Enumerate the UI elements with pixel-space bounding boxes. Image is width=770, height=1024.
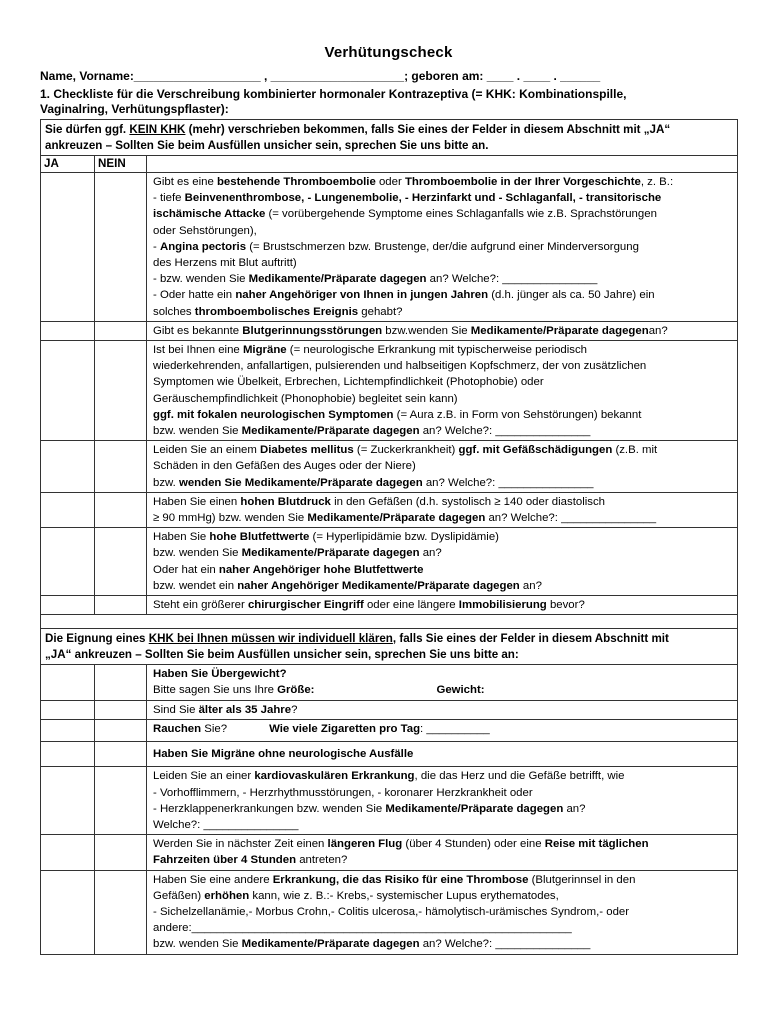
table-row (41, 528, 738, 596)
text-fragment: wiederkehrenden, anfallartigen, pulsierenden und halbseitigen Kopfschmerz, der von zusätzlichen (153, 360, 647, 373)
checkbox-nein-s1q3[interactable] (95, 341, 147, 441)
text-fragment: (über 4 Stunden) oder eine (402, 838, 545, 851)
text-fragment: , z. B.: (640, 176, 674, 188)
text-fragment: Beinvenenthrombose, - Lungenembolie (184, 192, 399, 205)
text-fragment: antreten? (296, 854, 348, 867)
text-fragment: bzw. wendet ein (153, 579, 238, 592)
table-row (41, 835, 738, 870)
question-blutfettwerte (147, 528, 738, 596)
text-fragment: Sie? (201, 722, 228, 735)
text-fragment: , - (398, 192, 412, 205)
text-fragment: Haben Sie einen (153, 495, 241, 508)
intro-line-2: Vaginalring, Verhütungspflaster): (40, 102, 229, 116)
table-row (41, 700, 738, 719)
checkbox-ja-s2q1[interactable] (41, 665, 95, 700)
text-fragment: erhöhen (204, 889, 250, 902)
table-row (41, 441, 738, 493)
text-fragment: in den Gefäßen (d.h. systolisch ≥ 140 oder diastolisch (330, 495, 605, 508)
checkbox-nein-s1q7[interactable] (95, 596, 147, 615)
table-row (41, 767, 738, 835)
spacer-row (41, 615, 738, 629)
text-fragment: ankreuzen – Sollten Sie beim Ausfüllen unsicher sein, sprechen Sie uns bitte an. (45, 138, 489, 152)
question-migraene-ohne-ausfaelle (147, 742, 738, 767)
question-alter (147, 700, 738, 719)
text-fragment: Welche?: _______________ (153, 818, 299, 831)
text-fragment: - tiefe (153, 192, 185, 205)
text-fragment: Blutgerinnungsstörungen (242, 324, 383, 337)
text-fragment: Medikamente/Präparate dagegen (248, 273, 427, 286)
text-fragment: an? Welche?: _______________ (419, 425, 591, 438)
checkbox-nein-s1q6[interactable] (95, 528, 147, 596)
text-fragment: Steht ein größerer (153, 599, 248, 612)
text-fragment: Die Eignung eines (45, 632, 149, 646)
question-langer-flug (147, 835, 738, 870)
checklist-intro (40, 87, 737, 117)
text-fragment: Medikamente/Präparate dagegen (470, 324, 649, 337)
checkbox-nein-s1q1[interactable] (95, 173, 147, 322)
question-diabetes (147, 441, 738, 493)
text-fragment: gehabt? (358, 305, 403, 318)
text-fragment: hohen Blutdruck (240, 495, 331, 508)
checkbox-nein-s2q7[interactable] (95, 870, 147, 954)
section1-header-row (41, 120, 738, 156)
table-row (41, 596, 738, 615)
text-fragment: Werden Sie in nächster Zeit einen (153, 838, 328, 851)
text-fragment: an? Welche?: _______________ (485, 512, 657, 525)
text-fragment: an? Welche?: _______________ (422, 476, 594, 489)
text-fragment: Diabetes mellitus (260, 444, 354, 457)
text-fragment: , falls Sie eines der Felder in diesem Abschnitt mit (392, 632, 669, 646)
text-fragment: des Herzens mit Blut auftritt) (153, 257, 297, 270)
checkbox-ja-s2q3[interactable] (41, 719, 95, 741)
text-fragment: (mehr) verschrieben bekommen, falls Sie eines der Felder in diesem Abschnitt mit „JA“ (185, 123, 671, 136)
text-fragment: bevor? (546, 599, 585, 612)
text-fragment: - Herzklappenerkrankungen bzw. wenden Sie (153, 802, 386, 815)
text-fragment: (Blutgerinnsel in den (528, 873, 636, 886)
text-fragment: andere:____________________________________________________________ (153, 922, 572, 935)
checkbox-nein-s2q3[interactable] (95, 719, 147, 741)
checkbox-nein-s1q5[interactable] (95, 492, 147, 527)
text-fragment: Haben Sie Migräne ohne neurologische Ausfälle (153, 748, 414, 761)
question-blutgerinnung (147, 321, 738, 340)
text-fragment: bzw. wenden Sie (153, 938, 242, 951)
section2-header (41, 629, 738, 665)
text-fragment: Medikamente/Präparate dagegen (241, 425, 420, 438)
table-row (41, 665, 738, 700)
text-fragment: ischämische Attacke (153, 208, 266, 221)
text-fragment: thromboembolisches Ereignis (194, 305, 359, 318)
text-fragment: ? (291, 703, 298, 716)
checkbox-nein-s2q4[interactable] (95, 742, 147, 767)
text-fragment: Medikamente/Präparate dagegen (385, 802, 564, 815)
column-header-row (41, 156, 738, 173)
question-thromboembolie (147, 173, 738, 322)
text-fragment: Medikamente/Präparate dagegen (307, 512, 486, 525)
section1-header (41, 120, 738, 156)
text-fragment: Schäden in den Gefäßen des Auges oder der Niere) (153, 460, 416, 473)
checkbox-ja-s1q6[interactable] (41, 528, 95, 596)
question-uebergewicht (147, 665, 738, 700)
checklist-table (40, 119, 738, 955)
text-fragment: an? Welche?: _______________ (419, 938, 591, 951)
text-fragment: - Oder hatte ein (153, 289, 236, 302)
text-fragment: oder (375, 176, 405, 188)
checkbox-nein-s2q2[interactable] (95, 700, 147, 719)
text-fragment: Herzinfarkt und - Schlaganfall, - transitorische (411, 192, 662, 205)
text-fragment: Symptomen wie Übelkeit, Erbrechen, Lichtempfindlichkeit (Photophobie) oder (153, 376, 544, 389)
text-fragment: hohe Blutfettwerte (209, 531, 310, 544)
checkbox-ja-s1q7[interactable] (41, 596, 95, 615)
text-fragment: - bzw. wenden Sie (153, 273, 249, 286)
text-fragment: naher Angehöriger von Ihnen in jungen Jahren (235, 289, 489, 302)
table-row (41, 742, 738, 767)
question-rauchen (147, 719, 738, 741)
text-fragment: an? (519, 579, 542, 592)
text-fragment: kann, wie z. B.:- Krebs,- systemischer Lupus erythematodes, (249, 889, 559, 902)
text-fragment: an? (419, 547, 442, 560)
text-fragment: Haben Sie Übergewicht? (153, 668, 287, 681)
text-fragment: Wie viele Zigaretten pro Tag (269, 722, 421, 735)
text-fragment: (= Hyperlipidämie bzw. Dyslipidämie) (309, 531, 499, 544)
text-fragment: Sind Sie (153, 703, 199, 716)
checkbox-nein-s1q2[interactable] (95, 321, 147, 340)
checkbox-nein-s2q6[interactable] (95, 835, 147, 870)
text-fragment: (= Zuckerkrankheit) (353, 444, 459, 457)
checkbox-ja-s2q7[interactable] (41, 870, 95, 954)
question-blutdruck (147, 492, 738, 527)
text-fragment: Bitte sagen Sie uns Ihre (153, 684, 278, 697)
text-fragment: oder eine längere (363, 599, 459, 612)
text-fragment: - (153, 240, 160, 253)
text-fragment: kardiovaskulären Erkrankung (254, 770, 415, 783)
text-fragment: Reise mit täglichen (544, 838, 649, 851)
text-fragment: Medikamente/Präparate dagegen (241, 938, 420, 951)
text-fragment: Fahrzeiten über 4 Stunden (153, 854, 297, 867)
text-fragment: ggf. mit Gefäßschädigungen (458, 444, 613, 457)
text-fragment: Medikamente/Präparate dagegen (241, 547, 420, 560)
text-fragment: KEIN KHK (129, 123, 186, 136)
text-fragment: Gibt es bekannte (153, 324, 243, 337)
text-fragment: bzw.wenden Sie (382, 324, 471, 337)
text-fragment: wenden Sie Medikamente/Präparate dagegen (178, 476, 423, 489)
text-fragment: naher Angehöriger hohe Blutfettwerte (218, 563, 424, 576)
question-chirurgischer-eingriff (147, 596, 738, 615)
table-row (41, 719, 738, 741)
text-fragment: , die das Herz und die Gefäße betrifft, wie (414, 770, 625, 783)
text-fragment: bzw. wenden Sie (153, 547, 242, 560)
text-fragment: chirurgischer Eingriff (247, 599, 364, 612)
checkbox-ja-s1q5[interactable] (41, 492, 95, 527)
text-fragment: Ist bei Ihnen eine (153, 344, 243, 357)
checkbox-nein-s2q5[interactable] (95, 767, 147, 835)
document-page (40, 44, 737, 955)
text-fragment: Größe: (277, 684, 315, 697)
text-fragment: an? (648, 324, 668, 337)
checkbox-ja-s1q4[interactable] (41, 441, 95, 493)
table-row (41, 492, 738, 527)
text-fragment: bzw. (153, 476, 179, 489)
text-fragment: (= Aura z.B. in Form von Sehstörungen) bekannt (393, 408, 642, 421)
checkbox-ja-s1q1[interactable] (41, 173, 95, 322)
col-header-nein: NEIN (95, 156, 147, 173)
question-thrombose-risiko (147, 870, 738, 954)
text-fragment: bestehende Thromboembolie (216, 176, 376, 188)
name-birthdate-line[interactable]: Name, Vorname:___________________ , ____________________; geboren am: ____ . ____ . ______ (40, 69, 601, 83)
checkbox-ja-s2q4[interactable] (41, 742, 95, 767)
text-fragment: - Vorhofflimmern, - Herzrhythmusstörungen, - koronarer Herzkrankheit oder (153, 786, 533, 799)
checkbox-ja-s2q5[interactable] (41, 767, 95, 835)
text-fragment: Rauchen (153, 722, 202, 735)
text-fragment: an? (563, 802, 586, 815)
text-fragment: (= Brustschmerzen bzw. Brustenge, der/die aufgrund einer Minderversorgung (246, 240, 639, 253)
text-fragment: „JA“ ankreuzen – Sollten Sie beim Ausfüllen unsicher sein, sprechen Sie uns bitte an: (45, 647, 519, 661)
table-row (41, 341, 738, 441)
text-fragment: Thromboembolie in der Ihrer Vorgeschichte (404, 176, 641, 188)
checkbox-ja-s2q6[interactable] (41, 835, 95, 870)
section2-header-row (41, 629, 738, 665)
col-header-question (147, 156, 738, 173)
text-fragment: (d.h. jünger als ca. 50 Jahre) ein (488, 289, 655, 302)
text-fragment: Leiden Sie an einem (153, 444, 261, 457)
checkbox-ja-s2q2[interactable] (41, 700, 95, 719)
text-fragment: ggf. mit fokalen neurologischen Symptomen (153, 408, 394, 421)
text-fragment: an? Welche?: _______________ (426, 273, 598, 286)
text-fragment: älter als 35 Jahre (198, 703, 292, 716)
text-fragment: solches (153, 305, 195, 318)
text-fragment: Gewicht: (436, 684, 485, 697)
checkbox-ja-s1q3[interactable] (41, 341, 95, 441)
text-fragment: längeren Flug (327, 838, 403, 851)
text-fragment: - Sichelzellanämie,- Morbus Crohn,- Colitis ulcerosa,- hämolytisch-urämisches Syndrom,- oder (153, 905, 630, 918)
table-row (41, 870, 738, 954)
text-fragment: Gibt es eine (153, 176, 217, 188)
text-fragment: (= vorübergehende Symptome eines Schlaganfalls wie z.B. Sprachstörungen (265, 208, 657, 221)
checkbox-ja-s1q2[interactable] (41, 321, 95, 340)
text-fragment: Erkrankung, die das Risiko für eine Thrombose (272, 873, 529, 886)
intro-line-1: 1. Checkliste für die Verschreibung kombinierter hormonaler Kontrazeptiva (= KHK: Kombinationspille, (40, 87, 627, 101)
text-fragment: Haben Sie (153, 531, 210, 544)
text-fragment: Migräne (242, 344, 287, 357)
checkbox-nein-s1q4[interactable] (95, 441, 147, 493)
question-migraene (147, 341, 738, 441)
text-fragment: oder Sehstörungen), (153, 224, 257, 237)
text-fragment: Oder hat ein (153, 563, 219, 576)
text-fragment: bzw. wenden Sie (153, 425, 242, 438)
text-fragment: naher Angehöriger Medikamente/Präparate dagegen (237, 579, 520, 592)
text-fragment: Leiden Sie an einer (153, 770, 255, 783)
text-fragment: Geräuschempfindlichkeit (Phonophobie) begleitet sein kann) (153, 392, 458, 405)
text-fragment: Haben Sie eine andere (153, 873, 273, 886)
checkbox-nein-s2q1[interactable] (95, 665, 147, 700)
question-kardiovaskulaer (147, 767, 738, 835)
text-fragment: (= neurologische Erkrankung mit typischerweise periodisch (286, 344, 588, 357)
text-fragment: (z.B. mit (612, 444, 658, 457)
table-row (41, 173, 738, 322)
text-fragment: : __________ (420, 722, 490, 735)
text-fragment: ≥ 90 mmHg) bzw. wenden Sie (153, 512, 308, 525)
text-fragment: Angina pectoris (159, 240, 247, 253)
col-header-ja: JA (41, 156, 95, 173)
text-fragment: Sie dürfen ggf. (45, 123, 130, 136)
text-fragment: Immobilisierung (458, 599, 547, 612)
page-title: Verhütungscheck (324, 44, 453, 61)
table-row (41, 321, 738, 340)
text-fragment: KHK bei Ihnen müssen wir individuell klären (148, 632, 393, 646)
text-fragment: Gefäßen) (153, 889, 205, 902)
